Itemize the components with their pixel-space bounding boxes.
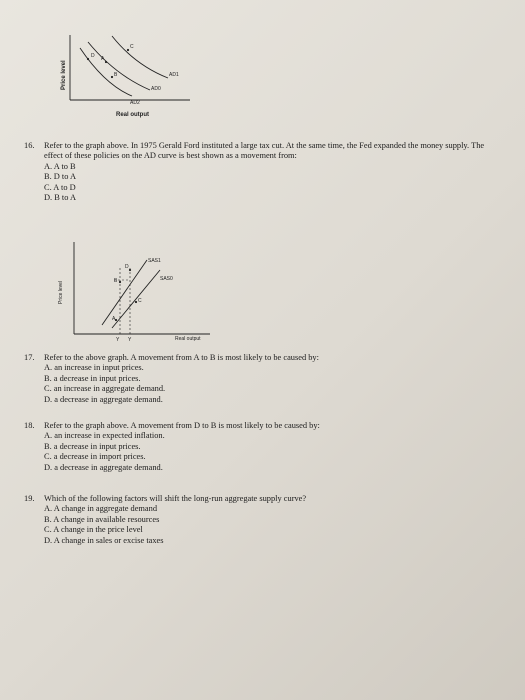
question-18 — [24, 421, 494, 473]
option-a[interactable]: A. A to B — [44, 161, 76, 171]
option-b[interactable]: B. a decrease in input prices. — [44, 373, 141, 383]
y-axis-label: Price level — [58, 280, 64, 304]
question-17 — [24, 353, 494, 405]
sas0-curve — [112, 270, 160, 328]
question-16 — [24, 141, 494, 203]
ad1-curve — [112, 36, 168, 78]
label-ad2: AD2 — [130, 100, 140, 106]
option-b[interactable]: B. A change in available resources — [44, 514, 160, 524]
question-number: 16. — [24, 141, 35, 150]
option-d[interactable]: D. A change in sales or excise taxes — [44, 535, 164, 545]
label-ad1: AD1 — [169, 72, 179, 78]
label-sas1: SAS1 — [148, 258, 161, 264]
question-19 — [24, 494, 494, 546]
sas-shift-graph — [52, 240, 222, 350]
point-c — [127, 49, 129, 51]
x-axis-label: Real output — [116, 112, 149, 118]
label-sas0: SAS0 — [160, 276, 173, 282]
y-axis-label: Price level — [61, 60, 67, 90]
label-a: A — [101, 56, 105, 62]
question-number: 17. — [24, 353, 35, 362]
option-c[interactable]: C. A to D — [44, 182, 76, 192]
label-c: C — [138, 298, 142, 304]
point-b — [119, 281, 121, 283]
question-number: 18. — [24, 421, 35, 430]
question-text: Refer to the graph above. A movement from D to B is most likely to be caused by: — [44, 421, 320, 430]
point-a — [105, 61, 107, 63]
question-text: Which of the following factors will shift the long-run aggregate supply curve? — [44, 494, 307, 503]
label-ad0: AD0 — [151, 86, 161, 92]
option-d[interactable]: D. a decrease in aggregate demand. — [44, 394, 163, 404]
ad2-curve — [80, 48, 132, 96]
option-b[interactable]: B. a decrease in input prices. — [44, 441, 141, 451]
option-b[interactable]: B. D to A — [44, 172, 77, 182]
x-axis-label: Real output — [175, 336, 201, 342]
x-tick-y1: Y — [116, 337, 120, 343]
x-tick-y2: Y — [128, 337, 132, 343]
label-c: C — [130, 44, 134, 50]
label-b: B — [114, 278, 118, 284]
question-text: Refer to the graph above. In 1975 Gerald Ford instituted a large tax cut. At the same time, the Fed expanded the money supply. The effect of these policies on the AD curve is best shown as a movement from: — [44, 141, 485, 161]
point-d — [87, 58, 89, 60]
ad-shift-graph — [50, 30, 200, 140]
point-b — [111, 76, 113, 78]
option-a[interactable]: A. an increase in expected inflation. — [44, 431, 165, 441]
point-d — [129, 269, 131, 271]
ad0-curve — [88, 42, 150, 90]
option-d[interactable]: D. a decrease in aggregate demand. — [44, 462, 163, 472]
question-number: 19. — [24, 494, 35, 503]
label-a: A — [112, 316, 116, 322]
option-a[interactable]: A. A change in aggregate demand — [44, 504, 158, 514]
option-c[interactable]: C. a decrease in import prices. — [44, 452, 146, 462]
option-c[interactable]: C. A change in the price level — [44, 525, 143, 535]
label-d: D — [125, 264, 129, 270]
option-d[interactable]: D. B to A — [44, 193, 77, 203]
option-c[interactable]: C. an increase in aggregate demand. — [44, 384, 166, 394]
option-a[interactable]: A. an increase in input prices. — [44, 363, 144, 373]
point-c — [135, 301, 137, 303]
label-d: D — [91, 53, 95, 59]
question-text: Refer to the above graph. A movement from A to B is most likely to be caused by: — [44, 353, 319, 362]
label-b: B — [114, 72, 118, 78]
